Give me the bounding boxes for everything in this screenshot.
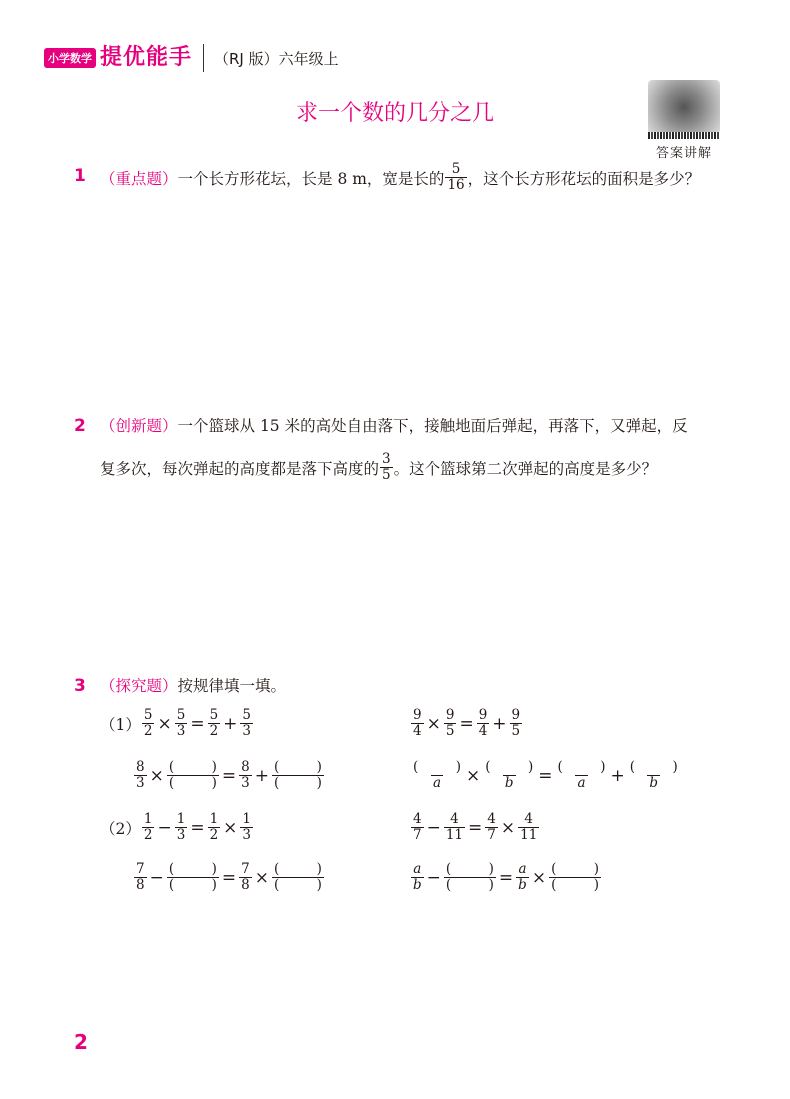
blank-fraction[interactable]: [167, 862, 219, 893]
question-2-fraction: [380, 452, 393, 483]
minus-sign: −: [149, 867, 164, 888]
plus-sign: +: [254, 765, 269, 786]
blank-numerator[interactable]: ( ): [168, 759, 217, 775]
fraction: $\frac{5}{3}$: [176, 707, 186, 739]
brand-logo-text: 提优能手: [100, 45, 193, 70]
question-2-text-line1: 一个篮球从 15 米的高处自由落下，接触地面后弹起，再落下，又弹起，反: [177, 417, 688, 435]
question-number-3: 3: [74, 676, 86, 696]
fraction: $\frac{1}{3}$: [176, 811, 186, 843]
minus-sign: −: [426, 867, 441, 888]
edition-label: （RJ 版）六年级上: [214, 50, 339, 68]
part-2-example-right: [410, 812, 540, 843]
question-1-text-b: ，这个长方形花坛的面积是多少？: [467, 169, 701, 188]
fraction-denominator: 16: [447, 177, 465, 193]
question-3-tag: （探究题）: [100, 677, 178, 695]
fraction: $\frac{4}{7}$: [413, 811, 422, 843]
fraction: $\frac{4}{7}$: [487, 811, 496, 843]
fraction: $\frac{a}{b}$: [413, 861, 422, 893]
qr-code-icon: [648, 80, 720, 134]
question-number-2: 2: [74, 416, 86, 436]
question-1-text-a: 一个长方形花坛，长是 8 m，宽是长的: [177, 169, 445, 188]
question-3-text: [100, 674, 286, 696]
qr-code-strip: [648, 132, 720, 139]
fraction-denominator: b: [649, 775, 659, 791]
question-number-1: 1: [74, 166, 86, 186]
qr-caption: 答案讲解: [655, 146, 712, 161]
times-sign: ×: [157, 713, 172, 734]
part-1-example-left: [100, 708, 254, 739]
blank-fraction[interactable]: [549, 862, 601, 893]
blank-fraction[interactable]: [628, 760, 680, 791]
blank-fraction[interactable]: [444, 862, 496, 893]
part-1-label: （1）: [100, 715, 141, 734]
part-1-example-right: [410, 708, 523, 739]
fraction: $\frac{8}{3}$: [241, 759, 250, 791]
times-sign: ×: [254, 867, 269, 888]
part-2-label: （2）: [100, 819, 141, 838]
blank-denominator[interactable]: ( ): [168, 877, 217, 893]
blank-denominator[interactable]: ( ): [445, 877, 494, 893]
fraction: $\frac{7}{8}$: [136, 861, 145, 893]
fraction: $\frac{a}{b}$: [518, 861, 527, 893]
blank-numerator[interactable]: ( ): [445, 861, 494, 877]
part-1-fill-left: [133, 760, 325, 791]
blank-numerator[interactable]: ( ): [485, 759, 534, 775]
fraction-denominator: a: [577, 775, 586, 791]
part-2-fill-left: [133, 862, 325, 893]
blank-fraction[interactable]: [272, 862, 324, 893]
part-2-fill-right: [410, 862, 602, 893]
blank-numerator[interactable]: ( ): [413, 759, 461, 775]
fraction: $\frac{9}{5}$: [445, 707, 455, 739]
fraction: $\frac{5}{2}$: [209, 707, 219, 739]
equals-sign: =: [468, 817, 483, 838]
fraction: $\frac{1}{2}$: [209, 811, 219, 843]
plus-sign: +: [492, 713, 507, 734]
question-2-text-line2a: 复多次，每次弹起的高度都是落下高度的: [100, 459, 380, 478]
fraction: $\frac{8}{3}$: [136, 759, 145, 791]
blank-denominator[interactable]: ( ): [273, 775, 322, 791]
fraction: $\frac{5}{2}$: [143, 707, 153, 739]
equals-sign: =: [498, 867, 514, 888]
equals-sign: =: [190, 817, 205, 838]
equals-sign: =: [221, 867, 237, 888]
minus-sign: −: [426, 817, 441, 838]
blank-fraction[interactable]: [167, 760, 219, 791]
times-sign: ×: [149, 765, 164, 786]
fraction: $\frac{1}{2}$: [143, 811, 153, 843]
equals-sign: =: [538, 765, 553, 786]
question-1-fraction: [445, 162, 466, 193]
blank-numerator[interactable]: ( ): [629, 759, 678, 775]
times-sign: ×: [531, 867, 547, 888]
page-number: 2: [74, 1030, 88, 1054]
fraction-denominator: 5: [382, 467, 391, 483]
times-sign: ×: [466, 765, 481, 786]
question-1-text: [100, 162, 700, 193]
fraction-denominator: b: [504, 775, 514, 791]
blank-fraction[interactable]: [272, 760, 324, 791]
times-sign: ×: [500, 817, 516, 838]
question-1-tag: （重点题）: [100, 169, 178, 188]
blank-numerator[interactable]: ( ): [551, 861, 600, 877]
fraction: $\frac{9}{4}$: [413, 707, 422, 739]
fraction: $\frac{9}{5}$: [511, 707, 521, 739]
question-2-text-line2b: 。这个篮球第二次弹起的高度是多少？: [393, 459, 658, 478]
blank-denominator[interactable]: ( ): [168, 775, 217, 791]
times-sign: ×: [426, 713, 441, 734]
equals-sign: =: [221, 765, 237, 786]
equals-sign: =: [459, 713, 474, 734]
question-2-line-1: [100, 414, 688, 436]
plus-sign: +: [223, 713, 238, 734]
fraction: $\frac{4}{11}$: [445, 811, 464, 843]
blank-numerator[interactable]: ( ): [168, 861, 217, 877]
part-1-fill-right: [410, 760, 681, 791]
question-2-line-2: [100, 452, 657, 483]
fraction-numerator: 5: [451, 161, 461, 177]
fraction: $\frac{5}{3}$: [242, 707, 251, 739]
fraction: $\frac{1}{3}$: [242, 811, 251, 843]
blank-numerator[interactable]: ( ): [557, 759, 606, 775]
blank-numerator[interactable]: ( ): [273, 861, 322, 877]
minus-sign: −: [157, 817, 172, 838]
equals-sign: =: [190, 713, 205, 734]
fraction-numerator: 3: [382, 451, 391, 467]
blank-fraction[interactable]: [411, 760, 463, 791]
fraction-denominator: a: [432, 775, 442, 791]
plus-sign: +: [610, 765, 625, 786]
fraction: $\frac{9}{4}$: [478, 707, 488, 739]
blank-numerator[interactable]: ( ): [273, 759, 322, 775]
brand-small-label: 小学数学: [44, 48, 96, 68]
question-2-tag: （创新题）: [100, 417, 178, 435]
page-title: 求一个数的几分之几: [295, 101, 494, 126]
blank-fraction[interactable]: [556, 760, 608, 791]
blank-denominator[interactable]: ( ): [273, 877, 322, 893]
header-divider: [203, 44, 204, 72]
times-sign: ×: [223, 817, 238, 838]
question-3-instruction: 按规律填一填。: [177, 677, 287, 695]
blank-denominator[interactable]: ( ): [551, 877, 600, 893]
part-2-example-left: [100, 812, 254, 843]
fraction: $\frac{4}{11}$: [520, 811, 538, 843]
fraction: $\frac{7}{8}$: [241, 861, 250, 893]
blank-fraction[interactable]: [483, 760, 535, 791]
